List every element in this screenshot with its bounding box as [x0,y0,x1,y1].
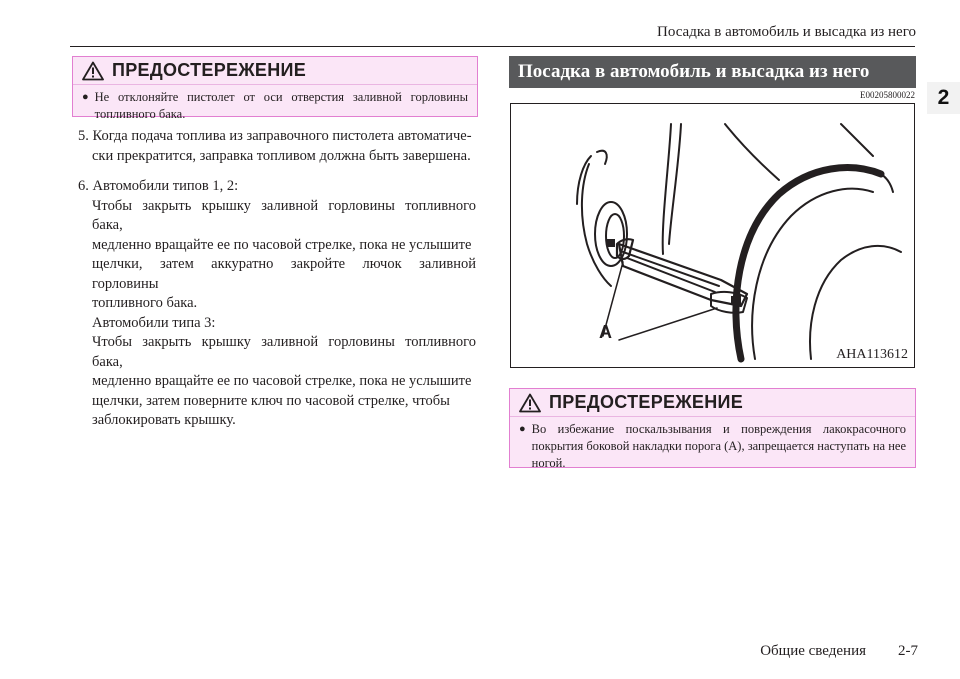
step-6-line: топливного бака. [92,295,198,311]
warning-triangle-icon [519,393,541,413]
step-6-line: медленно вращайте ее по часовой стрелке, пока не услышите [92,236,472,253]
warning-item [73,85,477,129]
warning-triangle-icon [82,61,104,81]
section-code: E00205800022 [860,90,915,100]
step-5-line: 5. Когда подача топлива из заправочного пистолета автоматиче- [78,128,472,144]
page-footer [760,643,918,660]
chapter-tab: 2 [927,82,960,114]
side-sill-illustration [510,103,915,368]
step-6-line: медленно вращайте ее по часовой стрелке, пока не услышите [92,373,472,389]
section-heading: Посадка в автомобиль и высадка из него [509,56,916,88]
warning-header [73,57,477,85]
step-6-line: Чтобы закрыть крышку заливной горловины топливного бака, [92,334,476,370]
warning-box-fuel-nozzle [72,56,478,121]
callout-label-a: A [599,322,612,342]
page-number: 2-7 [898,643,918,659]
step-6-line: 6. Автомобили типов 1, 2: [78,178,239,194]
header-divider [70,46,915,47]
footer-section-name: Общие сведения [760,643,866,659]
step-6-line: щелчки, затем поверните ключ по часовой стрелке, чтобы [92,392,450,409]
warning-heading: ПРЕДОСТЕРЕЖЕНИЕ [549,392,744,412]
warning-heading: ПРЕДОСТЕРЕЖЕНИЕ [112,60,307,80]
warning-item [510,417,915,478]
step-6-line: Автомобили типа 3: [92,314,216,331]
warning-header [510,389,915,417]
step-6 [78,177,476,431]
figure-id: AHA113612 [836,347,908,362]
step-6-line: щелчки, затем аккуратно закройте лючок заливной горловины [92,256,476,292]
running-header: Посадка в автомобиль и высадка из него [656,24,916,40]
step-5 [78,127,476,166]
bullet-icon: ● [519,423,526,435]
warning-text: Во избежание поскальзывания и повреждения лакокрасочного покрытия боковой накладки порога (А), запрещается наступать на нее ногой. [531,422,906,470]
car-side-sill-drawing [511,104,914,367]
step-5-line: ски прекратится, заправка топливом должна быть завершена. [92,147,471,164]
warning-box-side-sill [509,388,916,468]
bullet-icon: ● [82,91,89,103]
warning-text: Не отклоняйте пистолет от оси отверстия заливной горловины топливного бака. [94,90,468,121]
step-6-line: заблокировать крышку. [92,412,236,428]
step-6-line: Чтобы закрыть крышку заливной горловины топливного бака, [92,197,476,233]
